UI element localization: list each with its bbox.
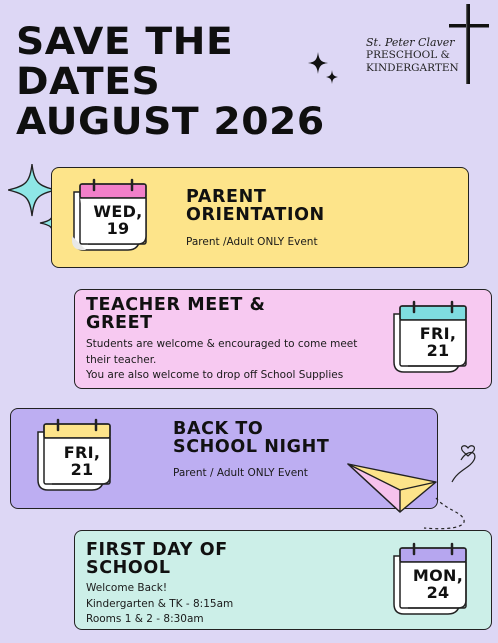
calendar-day: WED, [93,202,143,221]
title-line-3: AUGUST 2026 [16,100,325,143]
sparkle-icon [306,52,340,88]
title-line-1: SAVE THE [16,20,234,63]
event-detail-line: Rooms 1 & 2 - 8:30am [86,613,204,625]
event-title-line-1: PARENT [186,187,267,207]
event-detail-line: Kindergarten & TK - 8:15am [86,597,234,610]
calendar-day-number: 21 [70,460,94,479]
logo-line-1: St. Peter Claver [366,36,455,49]
event-title [173,420,329,456]
event-title-line-2: SCHOOL [86,558,171,578]
event-title [86,296,265,332]
event-title-line-2: ORIENTATION [186,205,325,225]
calendar-date [400,325,476,359]
event-title-line-1: BACK TO [173,419,264,439]
event-details [186,235,318,251]
event-title-line-2: GREET [86,313,153,333]
event-title [186,188,325,224]
paper-plane-icon [346,440,496,536]
calendar-day: FRI, [419,324,457,343]
event-detail-line: You are also welcome to drop off School Supplies [86,369,344,381]
logo-line-3: KINDERGARTEN [366,62,459,74]
event-detail-line: Students are welcome & encouraged to come meet [86,338,358,350]
logo-line-2: PRESCHOOL & [366,49,450,61]
cross-icon [446,4,492,84]
event-title [86,541,228,577]
event-details [173,466,308,482]
event-detail-line: their teacher. [86,353,157,366]
event-detail-line: Parent /Adult ONLY Event [186,236,318,248]
event-title-line-1: TEACHER MEET & [86,295,266,315]
calendar-date [400,567,476,601]
calendar-day-number: 19 [106,219,130,238]
calendar-day-number: 21 [426,341,450,360]
event-detail-line: Welcome Back! [86,582,168,594]
event-details [86,337,357,384]
calendar-day: MON, [412,566,464,585]
event-detail-line: Parent / Adult ONLY Event [173,467,308,479]
title-line-2: DATES [16,60,161,103]
event-title-line-2: SCHOOL NIGHT [173,437,330,457]
calendar-date [44,444,120,478]
calendar-day: FRI, [63,443,101,462]
event-details [86,581,233,628]
event-title-line-1: FIRST DAY OF [86,540,228,560]
calendar-day-number: 24 [426,583,450,602]
calendar-date [80,203,156,237]
heart-icon [462,446,475,456]
